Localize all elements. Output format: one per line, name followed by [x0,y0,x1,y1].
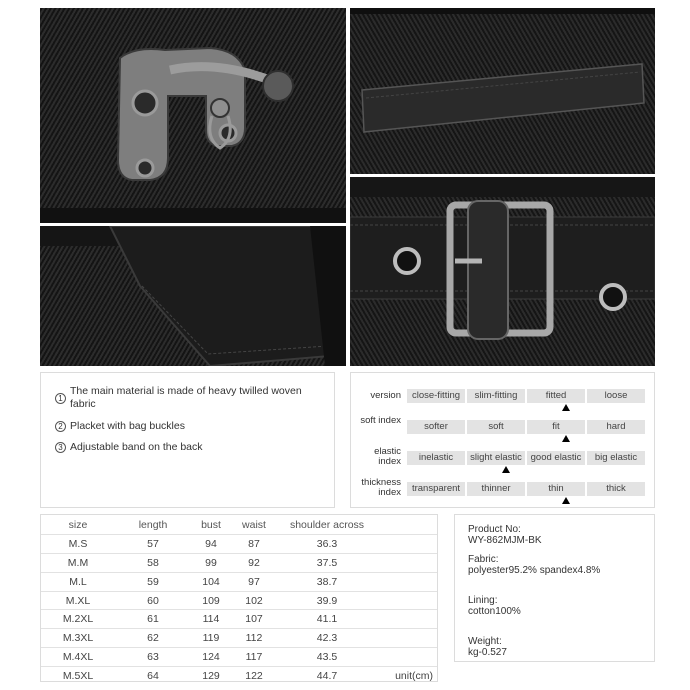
spec-option: big elastic [587,451,645,465]
product-no-value: WY-862MJM-BK [468,535,542,546]
size-cell: M.M [41,554,115,573]
clasp-illustration [40,8,346,223]
spec-option: close-fitting [407,389,465,403]
photo-metal-clasp [40,8,346,223]
empty-cell [377,648,437,667]
spec-option: soft [467,420,525,434]
spec-option: fitted [527,389,585,403]
lining-label: Lining: [468,595,498,606]
feature-item [55,441,320,454]
waist-cell: 97 [231,572,277,591]
feature-text: The main material is made of heavy twilled woven fabric [70,385,302,410]
photo-leather-placket [40,226,346,366]
bust-cell: 99 [191,554,231,573]
shoulder-cell: 43.5 [277,648,377,667]
size-cell: M.3XL [41,629,115,648]
length-cell: 64 [147,670,159,683]
spec-option: thick [587,482,645,496]
spec-row-soft-index [351,410,647,440]
weight-value: kg-0.527 [468,647,507,658]
shoulder-cell: 38.7 [277,572,377,591]
shoulder-cell: 36.3 [277,535,377,554]
spec-option: loose [587,389,645,403]
column-header: length [115,516,191,535]
photo-adjustable-buckle [350,177,655,366]
selected-marker-icon [562,497,570,504]
column-header: shoulder across [277,516,377,535]
shoulder-cell: 39.9 [277,591,377,610]
table-row [41,648,437,667]
table-row [41,610,437,629]
spec-option: hard [587,420,645,434]
shoulder-cell: 41.1 [277,610,377,629]
spec-option: thinner [467,482,525,496]
lining-value: cotton100% [468,606,521,617]
length-cell: 62 [115,629,191,648]
column-header: bust [191,516,231,535]
buckle-illustration [350,177,655,366]
table-row [41,591,437,610]
spec-row-thickness-index [351,472,647,502]
spec-option: thin [527,482,585,496]
feature-text: Adjustable band on the back [70,441,203,453]
bust-cell: 119 [191,629,231,648]
unit-label: unit(cm) [395,670,433,683]
size-cell: M.XL [41,591,115,610]
spec-option: transparent [407,482,465,496]
empty-cell [377,554,437,573]
spec-option: softer [407,420,465,434]
empty-header [377,516,437,535]
waist-cell: 117 [231,648,277,667]
placket-illustration [40,226,346,366]
spec-option: inelastic [407,451,465,465]
table-row [41,572,437,591]
size-cell: M.4XL [41,648,115,667]
table-row [41,535,437,554]
size-table [41,516,437,685]
table-row [41,666,437,685]
bust-cell: 129 [202,670,220,683]
circled-number: 2 [55,421,66,432]
size-cell: M.S [41,535,115,554]
empty-cell [377,535,437,554]
photo-leather-pocket [350,8,655,174]
empty-cell [377,591,437,610]
bust-cell: 104 [191,572,231,591]
size-cell: M.L [41,572,115,591]
circled-number: 3 [55,442,66,453]
feature-text: Placket with bag buckles [70,419,185,432]
table-row [41,554,437,573]
spec-label: thickness index [361,477,401,498]
spec-row-elastic-index [351,441,647,471]
fabric-value: polyester95.2% spandex4.8% [468,565,601,576]
empty-cell [377,610,437,629]
spec-label: soft index [360,415,401,426]
empty-cell [377,572,437,591]
shoulder-cell: 42.3 [277,629,377,648]
spec-option: slim-fitting [467,389,525,403]
column-header: waist [231,516,277,535]
waist-cell: 102 [231,591,277,610]
spec-option: slight elastic [467,451,525,465]
waist-cell: 107 [231,610,277,629]
fit-spec-panel [350,372,655,508]
spec-label: elastic index [374,446,401,467]
weight-label: Weight: [468,636,502,647]
product-info-panel [454,514,655,662]
circled-number: 1 [55,393,66,404]
size-cell: M.5XL [62,670,94,683]
bust-cell: 94 [191,535,231,554]
fabric-label: Fabric: [468,554,499,565]
shoulder-cell: 44.7 [316,670,338,683]
shoulder-cell: 37.5 [277,554,377,573]
spec-option: good elastic [527,451,585,465]
column-header: size [41,516,115,535]
spec-option: fit [527,420,585,434]
empty-cell [377,629,437,648]
length-cell: 60 [115,591,191,610]
waist-cell: 122 [245,670,263,683]
length-cell: 58 [115,554,191,573]
waist-cell: 92 [231,554,277,573]
waist-cell: 87 [231,535,277,554]
bust-cell: 109 [191,591,231,610]
pocket-illustration [350,8,655,174]
table-header-row [41,516,437,535]
features-panel [40,372,335,508]
spec-row-version [351,379,647,409]
feature-item [55,420,320,433]
size-cell: M.2XL [41,610,115,629]
feature-item [55,385,320,411]
length-cell: 61 [115,610,191,629]
length-cell: 57 [115,535,191,554]
waist-cell: 112 [231,629,277,648]
product-no-label: Product No: [468,524,521,535]
table-row [41,629,437,648]
spec-label: version [370,390,401,401]
length-cell: 63 [115,648,191,667]
bust-cell: 114 [191,610,231,629]
length-cell: 59 [115,572,191,591]
feature-list [41,373,334,475]
bust-cell: 124 [191,648,231,667]
